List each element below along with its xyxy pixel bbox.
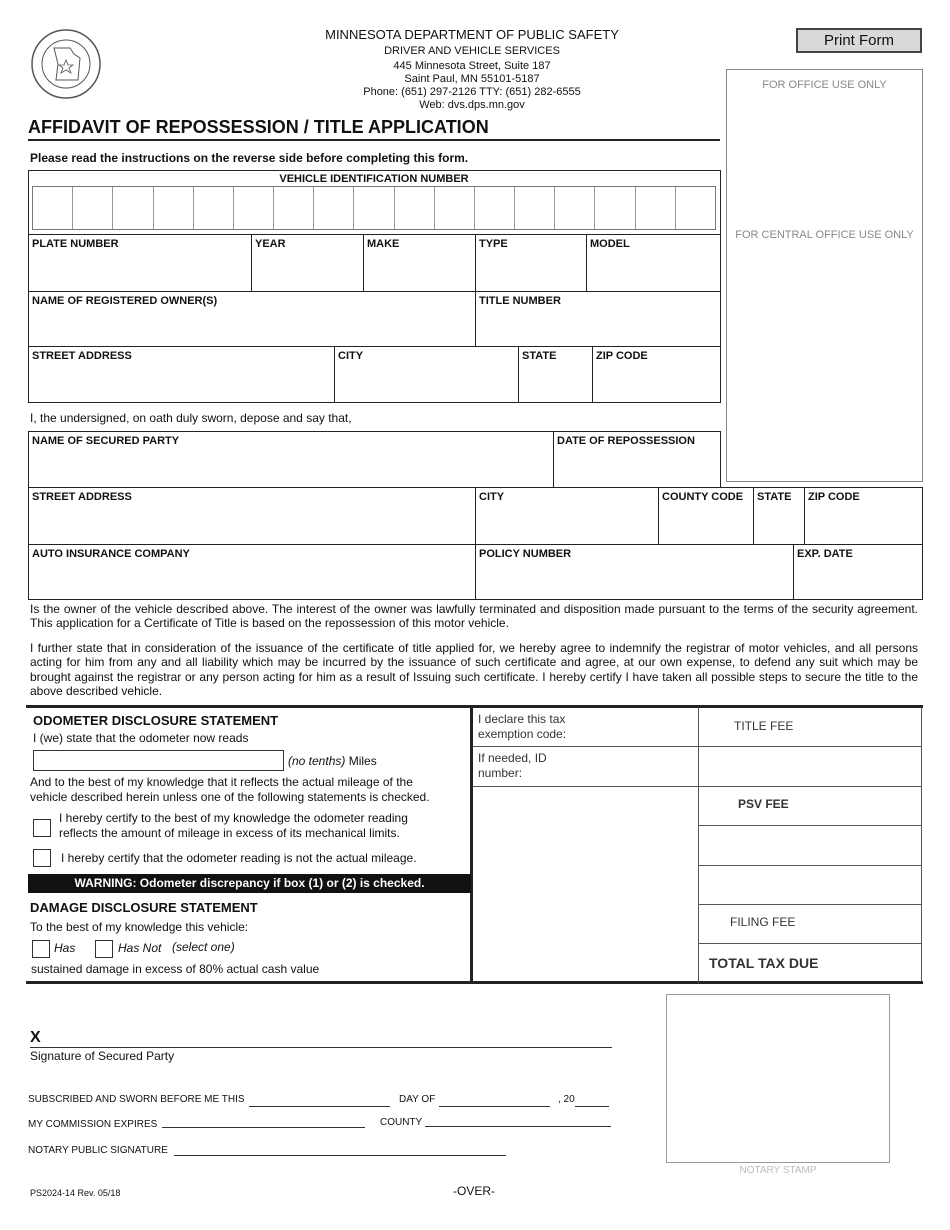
vin-char-box[interactable] xyxy=(555,187,595,229)
vin-char-box[interactable] xyxy=(354,187,394,229)
signature-line[interactable] xyxy=(30,1047,612,1048)
over-label: -OVER- xyxy=(453,1184,495,1198)
website: Web: dvs.dps.mn.gov xyxy=(419,99,525,111)
insurance-company-label: AUTO INSURANCE COMPANY xyxy=(32,548,190,560)
notary-stamp-box xyxy=(666,994,890,1163)
tax-exempt-line-2: exemption code: xyxy=(478,727,567,741)
vin-label: VEHICLE IDENTIFICATION NUMBER xyxy=(279,173,469,185)
has-not-label: Has Not xyxy=(118,941,162,955)
insurance-company-field[interactable] xyxy=(28,544,476,600)
model-field[interactable] xyxy=(586,234,721,292)
total-tax-field[interactable] xyxy=(698,943,922,982)
reflects-line-2: vehicle described herein unless one of the following statements is checked. xyxy=(30,790,430,804)
secured-street-label: STREET ADDRESS xyxy=(32,491,132,503)
odometer-state-line: I (we) state that the odometer now reads xyxy=(33,731,249,745)
vin-char-box[interactable] xyxy=(395,187,435,229)
year-field[interactable] xyxy=(251,234,364,292)
not-actual-mileage-checkbox[interactable] xyxy=(33,849,51,867)
cert2-line: I hereby certify that the odometer reading is not the actual mileage. xyxy=(61,851,417,865)
sworn-month-line[interactable] xyxy=(439,1106,550,1107)
has-not-damage-checkbox[interactable] xyxy=(95,940,113,958)
tax-exemption-field[interactable] xyxy=(473,707,699,747)
office-use-label: FOR OFFICE USE ONLY xyxy=(762,79,887,91)
filing-fee-label: FILING FEE xyxy=(730,915,796,929)
owner-city-label: CITY xyxy=(338,350,364,362)
secured-party-name-field[interactable] xyxy=(28,431,554,488)
vin-char-box[interactable] xyxy=(435,187,475,229)
type-label: TYPE xyxy=(479,238,508,250)
page-title: AFFIDAVIT OF REPOSSESSION / TITLE APPLICATION xyxy=(28,117,489,137)
exp-date-field[interactable] xyxy=(793,544,923,600)
select-one-note: (select one) xyxy=(172,940,235,954)
vin-char-box[interactable] xyxy=(33,187,73,229)
plate-number-field[interactable] xyxy=(28,234,252,292)
owner-zip-label: ZIP CODE xyxy=(596,350,648,362)
secured-state-field[interactable] xyxy=(753,487,805,545)
office-use-box xyxy=(726,69,923,482)
id-line-1: If needed, ID xyxy=(478,751,547,765)
odometer-warning: WARNING: Odometer discrepancy if box (1) or (2) is checked. xyxy=(28,874,471,893)
central-office-label: FOR CENTRAL OFFICE USE ONLY xyxy=(735,229,914,241)
vin-char-box[interactable] xyxy=(515,187,555,229)
fee-blank-1[interactable] xyxy=(698,746,922,787)
has-label: Has xyxy=(54,941,76,955)
vin-char-box[interactable] xyxy=(113,187,153,229)
phone: Phone: (651) 297-2126 TTY: (651) 282-6555 xyxy=(363,86,581,98)
vin-char-box[interactable] xyxy=(194,187,234,229)
secured-state-label: STATE xyxy=(757,491,792,503)
county-line[interactable] xyxy=(425,1126,611,1127)
county-code-label: COUNTY CODE xyxy=(662,491,744,503)
owner-name-field[interactable] xyxy=(28,291,476,347)
excess-mileage-checkbox[interactable] xyxy=(33,819,51,837)
reflects-line-1: And to the best of my knowledge that it reflects the actual mileage of the xyxy=(30,775,413,789)
vin-char-box[interactable] xyxy=(73,187,113,229)
id-line-2: number: xyxy=(478,766,523,780)
make-field[interactable] xyxy=(363,234,476,292)
vin-char-box[interactable] xyxy=(314,187,354,229)
miles-unit: Miles xyxy=(348,754,377,768)
psv-fee-label: PSV FEE xyxy=(738,797,789,811)
title-fee-field[interactable] xyxy=(698,707,922,747)
secured-zip-field[interactable] xyxy=(804,487,923,545)
cert1-line-1: I hereby certify to the best of my knowledge the odometer reading xyxy=(59,811,408,825)
exp-date-label: EXP. DATE xyxy=(797,548,853,560)
psv-fee-field[interactable] xyxy=(698,786,922,826)
notary-signature-label: NOTARY PUBLIC SIGNATURE xyxy=(28,1145,168,1156)
tax-exempt-line-1: I declare this tax xyxy=(478,712,566,726)
fee-blank-3[interactable] xyxy=(698,865,922,905)
secured-city-label: CITY xyxy=(479,491,505,503)
cert1-line-2: reflects the amount of mileage in excess of its mechanical limits. xyxy=(59,826,400,840)
vin-char-box[interactable] xyxy=(234,187,274,229)
commission-line[interactable] xyxy=(162,1127,365,1128)
date-repossession-label: DATE OF REPOSSESSION xyxy=(557,435,695,447)
subscribed-label: SUBSCRIBED AND SWORN BEFORE ME THIS xyxy=(28,1094,245,1105)
indemnity-paragraph: I further state that in consideration of the issuance of the certificate of title applied for, we hereby agree to indemnify the registrar of motor vehicles, and all persons acting for him from any and all liability which may be incurred by the issuance of such certificate and agree, at our own expense, to defend any suit which may be brought against the registrar or any person acting for him as a result of Issuing such certificate. I hereby certify I have taken all possible steps to secure the title to the above described vehicle. xyxy=(30,641,918,698)
id-number-field[interactable] xyxy=(473,746,699,787)
owner-street-label: STREET ADDRESS xyxy=(32,350,132,362)
title-number-label: TITLE NUMBER xyxy=(479,295,561,307)
vin-input-group xyxy=(32,186,716,230)
year-label: YEAR xyxy=(255,238,286,250)
title-fee-label: TITLE FEE xyxy=(734,719,794,733)
vin-char-box[interactable] xyxy=(154,187,194,229)
vin-char-box[interactable] xyxy=(475,187,515,229)
county-code-field[interactable] xyxy=(658,487,754,545)
total-tax-label: TOTAL TAX DUE xyxy=(709,955,819,971)
sworn-day-line[interactable] xyxy=(249,1106,390,1107)
odometer-heading: ODOMETER DISCLOSURE STATEMENT xyxy=(33,713,279,728)
vin-char-box[interactable] xyxy=(274,187,314,229)
make-label: MAKE xyxy=(367,238,400,250)
division: DRIVER AND VEHICLE SERVICES xyxy=(384,45,560,57)
owner-city-field[interactable] xyxy=(334,346,519,403)
fee-blank-2[interactable] xyxy=(698,825,922,866)
vin-char-box[interactable] xyxy=(595,187,635,229)
ownership-paragraph: Is the owner of the vehicle described above. The interest of the owner was lawfully terminated and disposition made pursuant to the terms of the security agreement. This application for a Certificate of Title is based on the repossession of this motor vehicle. xyxy=(30,602,918,631)
year-prefix-label: , 20 xyxy=(558,1094,575,1105)
print-form-button[interactable]: Print Form xyxy=(796,28,922,53)
state-seal-icon xyxy=(30,28,102,100)
instructions: Please read the instructions on the reverse side before completing this form. xyxy=(30,151,469,165)
dept-name: MINNESOTA DEPARTMENT OF PUBLIC SAFETY xyxy=(325,27,619,42)
model-label: MODEL xyxy=(590,238,630,250)
vin-char-box[interactable] xyxy=(636,187,676,229)
oath-statement: I, the undersigned, on oath duly sworn, depose and say that, xyxy=(30,411,352,425)
filing-fee-field[interactable] xyxy=(698,904,922,944)
secured-zip-label: ZIP CODE xyxy=(808,491,860,503)
title-rule xyxy=(28,139,720,141)
owner-name-label: NAME OF REGISTERED OWNER(S) xyxy=(32,295,218,307)
owner-state-field[interactable] xyxy=(518,346,593,403)
damage-line-1: To the best of my knowledge this vehicle: xyxy=(30,920,249,934)
signature-label: Signature of Secured Party xyxy=(30,1049,175,1063)
damage-line-2: sustained damage in excess of 80% actual cash value xyxy=(31,962,320,976)
type-field[interactable] xyxy=(475,234,587,292)
date-repossession-field[interactable] xyxy=(553,431,721,488)
plate-number-label: PLATE NUMBER xyxy=(32,238,119,250)
has-damage-checkbox[interactable] xyxy=(32,940,50,958)
secured-street-field[interactable] xyxy=(28,487,476,545)
form-number: PS2024-14 Rev. 05/18 xyxy=(30,1188,121,1198)
vin-row xyxy=(28,170,721,235)
commission-label: MY COMMISSION EXPIRES xyxy=(28,1119,158,1130)
damage-heading: DAMAGE DISCLOSURE STATEMENT xyxy=(30,900,258,915)
notary-signature-line[interactable] xyxy=(174,1155,506,1156)
owner-street-field[interactable] xyxy=(28,346,335,403)
county-label: COUNTY xyxy=(380,1117,423,1128)
secured-city-field[interactable] xyxy=(475,487,659,545)
day-of-label: DAY OF xyxy=(399,1094,436,1105)
sworn-year-line[interactable] xyxy=(575,1106,609,1107)
odometer-reading-input[interactable] xyxy=(33,750,284,771)
owner-state-label: STATE xyxy=(522,350,557,362)
vin-char-box[interactable] xyxy=(676,187,715,229)
secured-party-name-label: NAME OF SECURED PARTY xyxy=(32,435,180,447)
title-number-field[interactable] xyxy=(475,291,721,347)
policy-number-label: POLICY NUMBER xyxy=(479,548,572,560)
owner-zip-field[interactable] xyxy=(592,346,721,403)
notary-stamp-label: NOTARY STAMP xyxy=(739,1165,817,1176)
no-tenths-note: (no tenths) xyxy=(288,754,346,768)
signature-x: X xyxy=(30,1029,41,1046)
policy-number-field[interactable] xyxy=(475,544,794,600)
address-city: Saint Paul, MN 55101-5187 xyxy=(404,73,540,85)
address-street: 445 Minnesota Street, Suite 187 xyxy=(393,60,551,72)
